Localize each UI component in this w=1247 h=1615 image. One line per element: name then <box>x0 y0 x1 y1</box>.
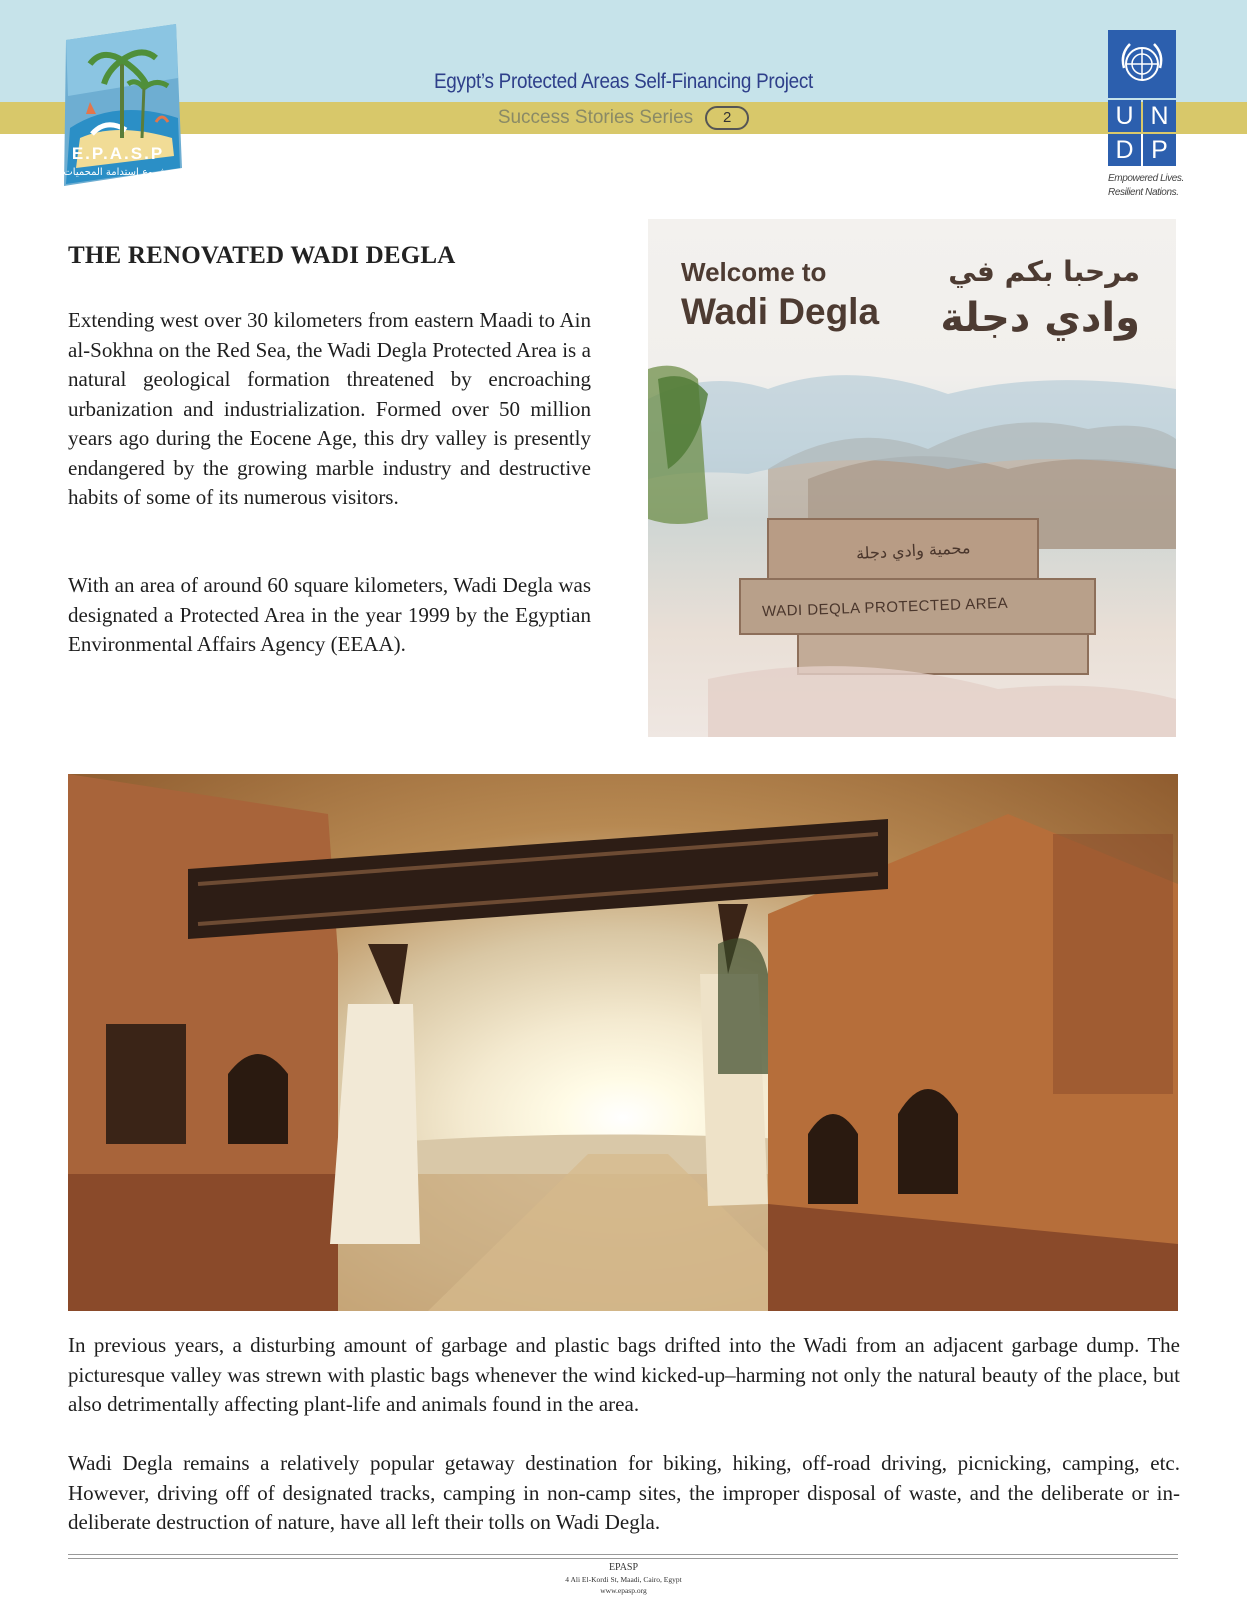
undp-letter-d: D <box>1108 134 1141 166</box>
wadi-degla-gate-photo <box>68 774 1178 1311</box>
epasp-logo-arabic: مشروع إستدامة المحميات <box>63 167 173 178</box>
stone-sign-arabic: محمية وادي دجلة <box>855 538 971 563</box>
series-label: Success Stories Series <box>497 107 694 128</box>
undp-letter-grid <box>1108 100 1176 166</box>
series-label-row <box>0 106 1247 130</box>
footer-divider-1 <box>68 1554 1178 1555</box>
undp-tagline-line1: Empowered Lives. <box>1108 173 1184 184</box>
undp-letter-p: P <box>1143 134 1176 166</box>
footer-title: EPASP <box>608 1562 639 1573</box>
undp-tagline-line2: Resilient Nations. <box>1108 187 1179 198</box>
project-title: Egypt’s Protected Areas Self-Financing Project <box>433 70 814 93</box>
article-paragraph-1: Extending west over 30 kilometers from eastern Maadi to Ain al-Sokhna on the Red Sea, the Wadi Degla Protected Area is a natural geological formation threatened by encroaching urbanization and industrialization. Formed over 50 million years ago during the Eocene Age, this dry valley is presently endangered by the growing marble industry and destructive habits of some of its numerous visitors. <box>68 308 591 509</box>
article-paragraph-4: Wadi Degla remains a relatively popular getaway destination for biking, hiking, off-road driving, picnicking, camping, etc. However, driving off of designated tracks, camping in non-camp sites, the improper disposal of waste, and the deliberate or in-deliberate destruction of nature, have all left their tolls on Wadi Degla. <box>68 1451 1180 1534</box>
undp-letter-u: U <box>1108 100 1141 132</box>
undp-letter-n: N <box>1143 100 1176 132</box>
article-paragraph-3: In previous years, a disturbing amount of garbage and plastic bags drifted into the Wadi from an adjacent garbage dump. The picturesque valley was strewn with plastic bags whenever the wind kicked-up–harming not only the natural beauty of the place, but also detrimentally affecting plant-life and animals found in the area. <box>68 1333 1180 1416</box>
footer-address: 4 Ali El-Kordi St, Maadi, Cairo, Egypt <box>565 1575 682 1584</box>
welcome-text-ar-2: وادي دجلة <box>940 295 1140 341</box>
welcome-text-en-1: Welcome to <box>681 257 827 287</box>
article-paragraph-2: With an area of around 60 square kilometers, Wadi Degla was designated a Protected Area in the year 1999 by the Egyptian Environmental Affairs Agency (EEAA). <box>68 573 591 656</box>
undp-tagline <box>1108 172 1198 200</box>
series-number-badge: 2 <box>705 106 749 130</box>
welcome-text-ar-1: مرحبا بكم في <box>948 255 1140 288</box>
welcome-text-en-2: Wadi Degla <box>681 291 880 332</box>
undp-logo <box>1108 30 1176 166</box>
article-headline: THE RENOVATED WADI DEGLA <box>68 242 456 269</box>
un-emblem-icon <box>1108 30 1176 98</box>
epasp-logo-text: E.P.A.S.P <box>71 144 165 163</box>
footer-divider-2 <box>68 1558 1178 1559</box>
epasp-logo <box>56 18 186 190</box>
stone-sign-english: WADI DEQLA PROTECTED AREA <box>761 594 1009 621</box>
welcome-sign-image <box>648 219 1176 737</box>
footer-website: www.epasp.org <box>600 1586 647 1595</box>
